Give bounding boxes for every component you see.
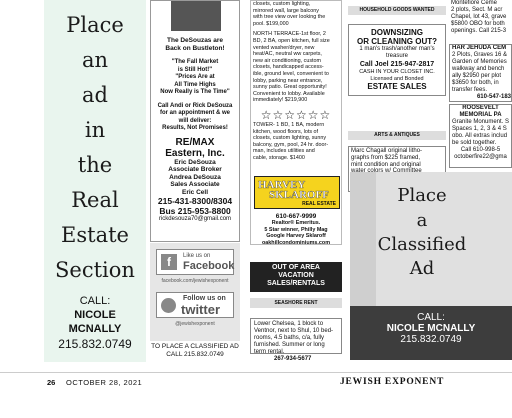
facebook-url: facebook.com/jewishexponent	[161, 278, 229, 284]
ad-line: Granite Monument. S	[452, 119, 510, 125]
facebook-like-label: Like us on	[183, 253, 211, 259]
twitter-label: twitter	[181, 302, 220, 317]
agent-line: Google Harvey Sklaroff	[266, 233, 326, 240]
listing-line: NORTH TERRACE-1st floor, 2	[253, 31, 326, 38]
ad-quote-line: "Prices Are at	[175, 74, 215, 80]
listing-line: vented washer/dryer, new	[253, 44, 315, 51]
brand-sub: Eastern, Inc.	[165, 147, 225, 159]
section-header-out-of-area	[250, 262, 342, 292]
section-header-arts: ARTS & ANTIQUES	[348, 131, 446, 140]
listing-line: balcony, gym, pool, 24 hr. door-	[253, 141, 329, 148]
ad-call-line: will deliver:	[178, 117, 212, 124]
ad-call-line: for an appointment & we	[159, 110, 230, 116]
promo-line: the	[77, 153, 113, 177]
ad-headline: The DeSouzas are	[167, 37, 223, 44]
promo-line: Place	[66, 13, 124, 37]
promo-line: in	[84, 118, 106, 142]
contact-phone: 215.832.0749	[400, 334, 462, 345]
twitter-bird-icon	[161, 298, 176, 313]
section-header-line: OUT OF AREA	[272, 264, 320, 271]
ad-line: walkway and bench	[452, 66, 505, 72]
ad-call-line: Call Andi or Rick DeSouza	[157, 102, 233, 109]
listing-line: closets, custom lighting,	[253, 1, 311, 7]
classified-call-line: CALL 215.832.0749	[166, 351, 224, 358]
section-header-line: SALES/RENTALS	[267, 280, 325, 287]
promo-line: ad	[82, 83, 108, 107]
promo-contact-band	[350, 306, 512, 360]
listing-line: lobby, parking near entrance,	[253, 77, 323, 84]
listing-line: sunny patio. Great opportunity!	[253, 84, 327, 91]
twitter-button[interactable]	[156, 292, 234, 318]
listing-line: closets, custom lighting, sunny	[253, 135, 327, 142]
listing-line: pool. $199,000	[253, 20, 289, 27]
office-phone: Bus 215-953-8800	[159, 206, 231, 216]
ad-line: obo. All extras includ	[452, 133, 508, 139]
har-jehuda-ad	[449, 44, 512, 102]
ad-phone: Call Joel 215-947-2817	[359, 61, 435, 68]
listing-line: furnished. Summer or long	[254, 342, 325, 348]
call-label: CALL:	[79, 295, 111, 307]
ad-email: octoberfire22@gma	[454, 154, 507, 160]
ad-title: DOWNSIZING	[371, 28, 423, 37]
listing-line: $5800 OBO for both	[451, 21, 505, 27]
listing-line: term rental.	[254, 349, 285, 355]
listing-line: Ventnor, next to Shul, 10 bed-	[254, 328, 334, 334]
remax-ad	[150, 0, 240, 242]
agent-website: oakhillcondominiums.com	[262, 239, 330, 246]
brand-name: RE/MAX	[175, 136, 215, 148]
ad-call-line: Results, Not Promises!	[162, 125, 228, 131]
listing-line: TOWER- 1 BD, 1 BA, modern	[253, 121, 325, 128]
listing-north-terrace	[251, 31, 341, 104]
promo-line: Ad	[409, 258, 435, 279]
listing-line: man, includes utilities and	[253, 148, 315, 155]
agent-line: Associate Broker	[168, 166, 222, 173]
facebook-icon: f	[161, 254, 177, 270]
facebook-label: Facebook	[183, 260, 235, 272]
ad-line: Marc Chagall original litho-	[351, 148, 423, 154]
promo-line: Classified	[377, 234, 467, 255]
listing-line: ible, ground level, convenient to	[253, 70, 329, 77]
agent-phone: 610-667-9999	[275, 213, 317, 220]
ad-headline: Back on Bustleton!	[165, 45, 225, 52]
ad-phone: 610-547-183	[476, 94, 511, 100]
ad-line: graphs from $225 framed,	[351, 154, 421, 161]
ad-line: 2 Plots, Graves 16 &	[452, 52, 508, 58]
real-estate-promo-text	[44, 0, 146, 288]
promo-line: Place	[397, 185, 447, 206]
agent-line: Sales Associate	[170, 181, 220, 188]
ad-line: treasure	[385, 53, 408, 59]
promo-line: Real	[71, 188, 119, 212]
listing-line: Lower Chelsea, 1 block to	[254, 321, 324, 327]
agent-line: Realtor® Emeritus.	[271, 220, 321, 226]
ad-line: mint condition and original	[351, 161, 421, 168]
ad-line: transfer fees.	[452, 87, 488, 93]
listing-line: kitchen, wood floors, lots of	[253, 128, 319, 135]
agent-email: rickdesouza70@gmail.com	[158, 216, 232, 222]
agent-phone: 215-431-8300/8304	[157, 196, 233, 206]
agent-line: Andrea DeSouza	[169, 173, 221, 181]
real-estate-contact	[44, 294, 146, 352]
ad-quote-line: Now Really is The Time"	[160, 89, 230, 95]
ad-line: be sold together.	[452, 140, 497, 146]
logo-text: REAL ESTATE	[302, 201, 336, 207]
contact-name: NICOLE MCNALLY	[386, 323, 476, 334]
ad-title: HAR JEHUDA CEM	[452, 45, 507, 51]
ad-line: Spaces 1, 2, 3 & 4 S	[452, 126, 507, 132]
social-media-panel	[150, 243, 240, 341]
ad-title: ROOSEVELT	[462, 105, 499, 111]
promo-line: Section	[55, 258, 135, 282]
ad-line: ally $2950 per plot	[452, 73, 502, 79]
section-header-line: VACATION	[278, 272, 314, 279]
listing-line: mirrored wall, large balcony	[253, 7, 319, 14]
twitter-follow-label: Follow us on	[183, 295, 226, 302]
listing-tower	[251, 122, 341, 162]
section-header-household: HOUSEHOLD GOODS WANTED	[348, 6, 446, 15]
section-header-seashore: SEASHORE RENT	[250, 298, 342, 308]
promo-line: Estate	[61, 223, 129, 247]
listing-line: Montefiore Ceme	[451, 0, 498, 6]
listing-line: heat/AC, neutral ww carpets,	[253, 51, 322, 58]
promo-line: an	[81, 48, 109, 72]
ad-quote-line: is Still Hot!"	[177, 66, 213, 73]
roosevelt-ad	[449, 104, 512, 168]
agent-line: Eric DeSouza	[174, 158, 216, 166]
twitter-handle: @jewishexponent	[175, 321, 215, 327]
contact-last-name: MCNALLY	[68, 323, 122, 335]
agent-photo	[171, 1, 221, 31]
agent-line: Eric Cell	[181, 188, 208, 196]
ad-quote-line: All Time Highs	[174, 81, 216, 88]
page-number: 26	[47, 378, 56, 387]
listing-line: openings. Call 215-3	[451, 28, 507, 34]
listing-phone: 267-934-5677	[274, 356, 312, 362]
ad-title: ESTATE SALES	[367, 82, 427, 91]
ad-line: Garden of Memories	[452, 59, 507, 65]
listing-line: new air conditioning, custom	[253, 57, 322, 64]
ad-quote-line: "The Fall Market	[171, 59, 219, 65]
call-label: CALL:	[417, 312, 445, 323]
promo-line: a	[416, 210, 428, 231]
listing-line: with tree view over looking the	[253, 14, 326, 21]
ad-title: MEMORIAL PA	[459, 112, 502, 118]
logo-text: HARVEY	[258, 179, 306, 191]
listing-line: rooms, 4.5 baths, c/a, fully	[254, 335, 325, 341]
ad-line: 1 man's trash/another man's	[359, 46, 435, 52]
ad-line: CASH IN YOUR CLOSET INC.	[359, 69, 435, 75]
listing-line: cable, storage. $1400	[253, 154, 305, 161]
listing-line: 2 plots, Sect. M acr	[451, 7, 503, 13]
listing-text	[251, 1, 341, 27]
household-goods-ad	[348, 24, 446, 96]
contact-first-name: NICOLE	[74, 309, 116, 321]
harvey-sklaroff-logo	[254, 176, 340, 209]
contact-phone: 215.832.0749	[58, 337, 132, 351]
ad-title: OR CLEANING OUT?	[357, 37, 437, 46]
masthead: JEWISH EXPONENT	[340, 377, 445, 387]
logo-text: SKLAROFF	[269, 189, 329, 201]
classified-call-line: TO PLACE A CLASSIFIED AD	[151, 343, 239, 350]
ad-phone: Call 610-998-5	[460, 147, 501, 153]
ad-line: Licensed and Bonded	[370, 75, 424, 82]
ad-line: $3650 for both, in	[452, 80, 499, 86]
star-rating: ☆☆☆☆☆☆	[260, 107, 332, 122]
listing-line: BD, 2 BA, open kitchen, full size	[253, 37, 330, 44]
classified-call-note	[148, 343, 242, 359]
listing-line: immediately! $219,900	[253, 97, 308, 104]
agent-contact	[251, 213, 341, 246]
agent-line: 5 Star winner, Philly Mag	[264, 226, 328, 233]
listing-line: Chapel, lot 43, grave	[451, 14, 507, 20]
listing-line: closets, handicapped access-	[253, 64, 324, 71]
issue-date: OCTOBER 28, 2021	[66, 378, 143, 387]
listing-line: Convenient to lobby. Available	[253, 90, 325, 97]
facebook-button[interactable]	[156, 249, 234, 275]
seashore-listing	[250, 318, 342, 362]
